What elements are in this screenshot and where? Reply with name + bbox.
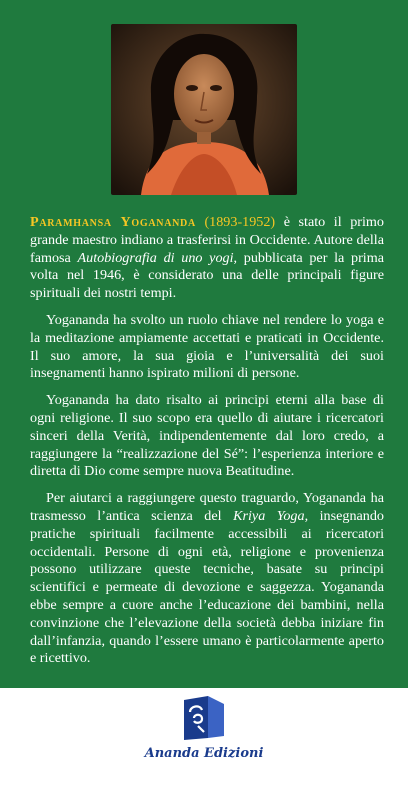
bio-paragraph-2: Yogananda ha svolto un ruolo chiave nel rendere lo yoga e la meditazione ampiamente accettati e praticati in Occidente. Il suo amore, la sua gioia e l’universalità dei suoi insegnamenti hanno ispirato milioni di persone. [30,311,384,382]
book-title: Autobiografia di uno yogi [77,249,234,266]
author-portrait [111,24,297,195]
publisher-logo [144,692,264,792]
publisher-name: Ananda Edizioni [144,746,264,761]
bio-paragraph-1: Paramhansa Yogananda (1893-1952) è stato il primo grande maestro indiano a trasferirsi in Occidente. Autore della famosa Autobiografia di uno yogi, pubblicata per la prima volta nel 1946, è considerato una delle principali figure spirituali dei nostri tempi. [30,214,384,302]
bio-paragraph-4: Per aiutarci a raggiungere questo traguardo, Yogananda ha trasmesso l’antica scienza del Kriya Yoga, insegnando pratiche spirituali facilmente accessibili ai ricercatori occidentali. Persone di ogni età, religione e provenienza possono utilizzare queste tecniche, basate su principi scientifici e permeate di devozione e saggezza. Yogananda ebbe sempre a cuore anche l’educazione dei bambini, nella convinzione che l’elevazione della società debba iniziare fin dall’infanzia, quando l’essere umano è particolarmente aperto e ricettivo. [30,490,385,667]
biography-text [30,214,384,668]
author-name: Paramhansa Yogananda [30,214,196,230]
kriya-yoga-term: Kriya Yoga [233,507,305,524]
bio-paragraph-3: Yogananda ha dato risalto ai principi eterni alla base di ogni religione. Il suo scopo era quello di aiutare i ricercatori sinceri della Verità, indipendentemente dal loro credo, a raggiungere la “realizzazione del Sé”: l’esperienza interiore e diretta di Dio come sempre nuova Beatitudine. [30,392,384,480]
author-years: (1893-1952) [204,214,276,230]
book-icon [178,692,230,744]
